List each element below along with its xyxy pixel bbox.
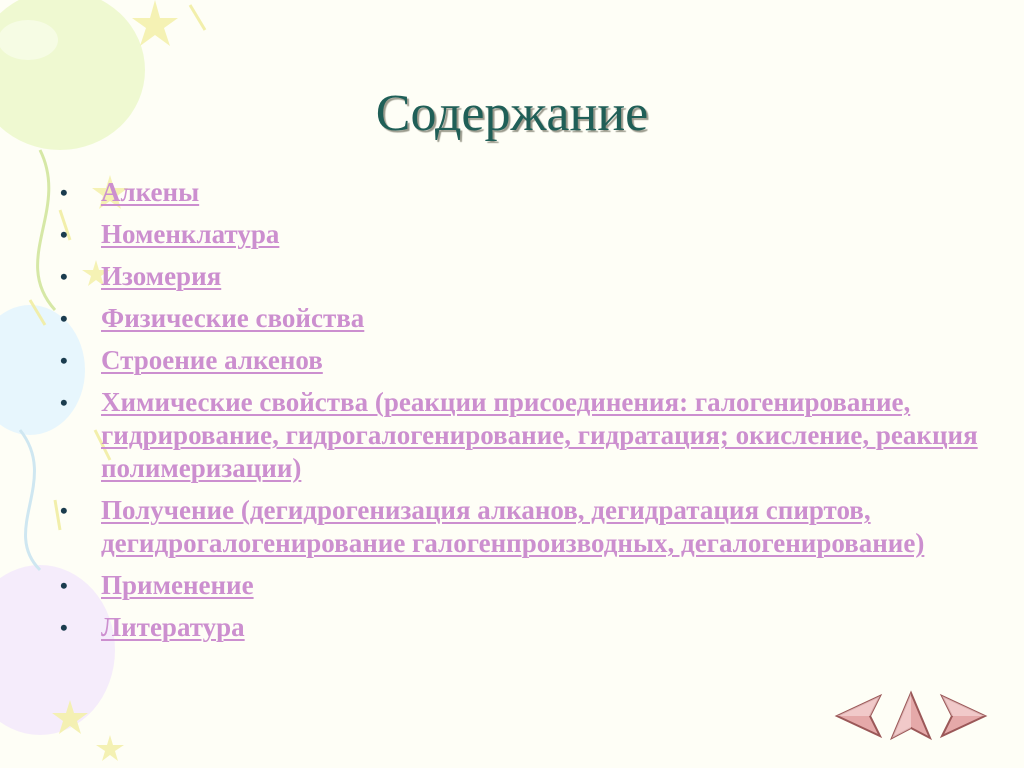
toc-link-nomenclature[interactable]: Номенклатура (101, 219, 280, 249)
bullet-icon: • (60, 222, 68, 247)
bullet-icon: • (60, 180, 68, 205)
toc-item-nomenclature (60, 218, 990, 251)
arrow-left-icon[interactable] (834, 690, 886, 742)
toc-item-structure (60, 344, 990, 377)
toc-item-preparation (60, 494, 990, 560)
bullet-icon: • (60, 615, 68, 640)
toc-link-structure[interactable]: Строение алкенов (101, 345, 323, 375)
table-of-contents (60, 176, 990, 653)
arrow-right-icon[interactable] (936, 690, 988, 742)
toc-item-physical-properties (60, 302, 990, 335)
bullet-icon: • (60, 264, 68, 289)
toc-item-literature (60, 611, 990, 644)
toc-link-physical-properties[interactable]: Физические свойства (101, 303, 365, 333)
slide-title: Содержание (375, 85, 649, 142)
bullet-icon: • (60, 573, 68, 598)
bullet-icon: • (60, 498, 68, 523)
toc-link-preparation[interactable]: Получение (дегидрогенизация алканов, дегидратация спиртов, дегидрогалогенирование галогенпроизводных, дегалогенирование) (101, 495, 925, 558)
toc-item-alkenes (60, 176, 990, 209)
bullet-icon: • (60, 390, 68, 415)
toc-item-application (60, 569, 990, 602)
slide-navigation (834, 690, 988, 752)
toc-link-literature[interactable]: Литература (101, 612, 245, 642)
toc-link-chemical-properties[interactable]: Химические свойства (реакции присоединения: галогенирование, гидрирование, гидрогалогенирование, гидратация; окисление, реакция полимеризации) (101, 387, 978, 483)
toc-link-alkenes[interactable]: Алкены (101, 177, 200, 207)
toc-item-isomerism (60, 260, 990, 293)
toc-link-application[interactable]: Применение (101, 570, 254, 600)
bullet-icon: • (60, 348, 68, 373)
bullet-icon: • (60, 306, 68, 331)
toc-link-isomerism[interactable]: Изомерия (101, 261, 222, 291)
arrow-up-icon[interactable] (886, 690, 936, 742)
toc-item-chemical-properties (60, 386, 990, 485)
